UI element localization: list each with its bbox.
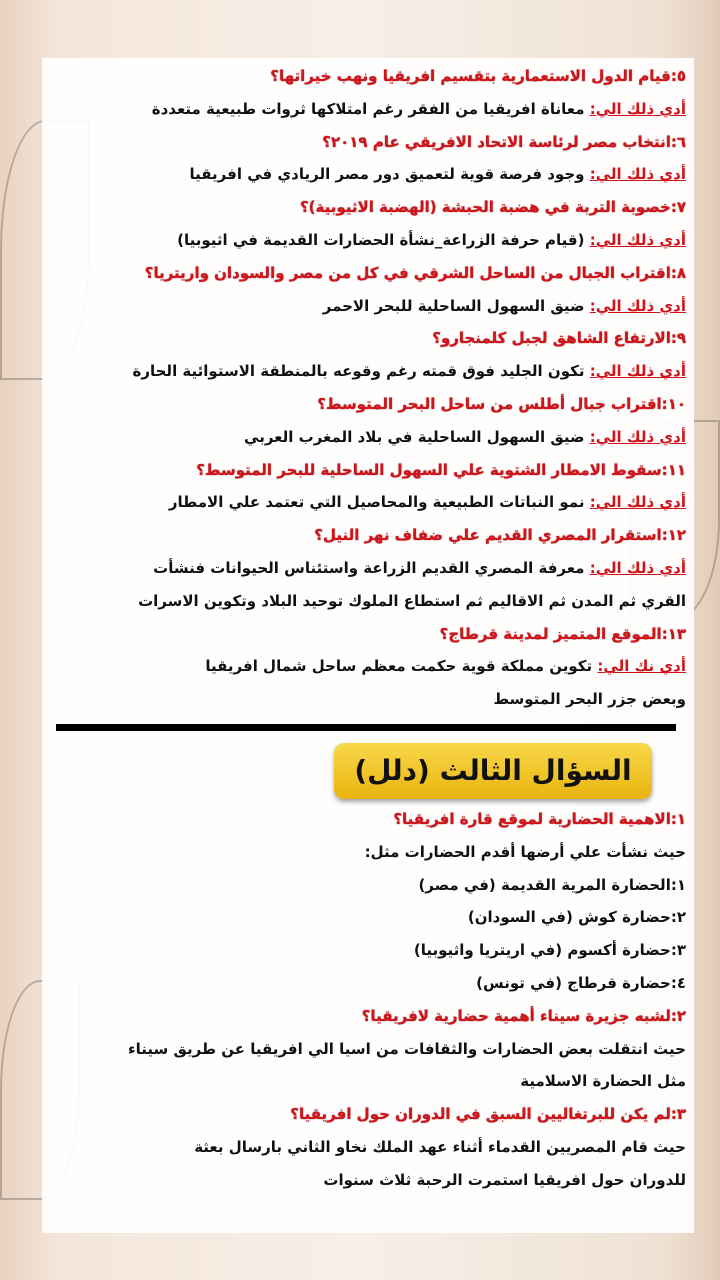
answer-line (48, 650, 686, 683)
answer-text: تكوين مملكة قوية حكمت معظم ساحل شمال افريقيا (205, 657, 593, 676)
answer-line: مثل الحضارة الاسلامية (520, 1072, 686, 1091)
answer-line (48, 355, 686, 388)
question-line: ١١:سقوط الامطار الشتوية علي السهول الساحلية للبحر المتوسط؟ (196, 460, 686, 479)
question-line: ١٣:الموقع المتميز لمدينة قرطاج؟ (439, 624, 686, 643)
answer-text: تكون الجليد فوق قمته رغم وقوعه بالمنطقة الاستوائية الحارة (132, 362, 585, 381)
answer-text: (قيام حرفة الزراعة_نشأة الحضارات القديمة في اثيوبيا) (177, 230, 585, 249)
answer-label: أدي ذلك الي: (589, 427, 686, 446)
answer-line: حيث قام المصريين القدماء أثناء عهد الملك نخاو الثاني بارسال بعثة (194, 1137, 686, 1156)
answer-label: أدي ذلك الي: (589, 362, 686, 381)
answer-label: أدي ذلك الي: (589, 99, 686, 118)
answer-line (48, 683, 686, 716)
answer-label: أدي ذلك الي: (589, 230, 686, 249)
question-line: ٣:لم يكن للبرتغاليين السبق في الدوران حول افريقيا؟ (290, 1105, 686, 1124)
answer-label: أدي ذلك الي: (589, 296, 686, 315)
question-line: ١:الاهمية الحضارية لموقع قارة افريقيا؟ (393, 809, 686, 828)
answer-text: ضيق السهول الساحلية في بلاد المغرب العربي (244, 427, 585, 446)
question-line: ١٢:استقرار المصري القديم علي ضفاف نهر النيل؟ (314, 526, 686, 545)
answer-text: معاناة افريقيا من الفقر رغم امتلاكها ثروات طبيعية متعددة (151, 99, 585, 118)
title-wrap (48, 731, 686, 803)
question-line: ٢:لشبه جزيرة سيناء أهمية حضارية لافريقيا؟ (361, 1006, 686, 1025)
answer-line (48, 585, 686, 618)
answer-line (48, 486, 686, 519)
answer-line: للدوران حول افريقيا استمرت الرحبة ثلاث سنوات (323, 1170, 686, 1189)
answer-label: أدي نك الي: (597, 657, 686, 676)
question-line: ٦:انتخاب مصر لرئاسة الاتحاد الافريقي عام ٢٠١٩؟ (322, 132, 686, 151)
answer-line: ٢:حضارة كوش (في السودان) (467, 908, 686, 927)
answer-line: حيث انتقلت بعض الحضارات والثقافات من اسيا الي افريقيا عن طريق سيناء (127, 1039, 686, 1058)
question-line: ٧:خصوبة التربة في هضبة الحبشة (الهضبة الاثيوبية)؟ (299, 198, 686, 217)
answer-label: أدي ذلك الي: (589, 558, 686, 577)
question-line: ٥:قيام الدول الاستعمارية بتقسيم افريقيا ونهب خيراتها؟ (270, 67, 686, 85)
answer-line (48, 421, 686, 454)
answer-text: نمو النباتات الطبيعية والمحاصيل التي تعتمد علي الامطار (168, 493, 585, 512)
answer-line (48, 158, 686, 191)
divider-bar (56, 724, 676, 731)
answer-text: ضيق السهول الساحلية للبحر الاحمر (322, 296, 585, 315)
answer-label: أدي ذلك الي: (589, 493, 686, 512)
question-line: ٩:الارتفاع الشاهق لجبل كلمنجارو؟ (432, 329, 686, 348)
answer-line: حيث نشأت علي أرضها أقدم الحضارات مثل: (364, 842, 686, 861)
answer-line (48, 224, 686, 257)
answer-line (48, 93, 686, 126)
answer-line: ١:الحضارة المرية القديمة (في مصر) (418, 875, 686, 894)
answer-text: وجود فرصة قوية لتعميق دور مصر الريادي في افريقيا (189, 165, 585, 184)
question-line: ١٠:اقتراب جبال أطلس من ساحل البحر المتوسط؟ (317, 394, 686, 413)
section-title-banner: السؤال الثالث (دلل) (334, 743, 652, 799)
section-results (48, 60, 686, 716)
answer-line (48, 552, 686, 585)
answer-line: ٣:حضارة أكسوم (في اريتريا واثيوبيا) (413, 941, 686, 960)
document-content (48, 60, 686, 1197)
answer-line: ٤:حضارة قرطاج (في تونس) (476, 973, 686, 992)
answer-text: معرفة المصري القديم الزراعة واستئناس الحيوانات فنشأت (153, 558, 585, 577)
answer-text: وبعض جزر البحر المتوسط (493, 690, 686, 709)
answer-line (48, 290, 686, 323)
answer-text: القري ثم المدن ثم الاقاليم ثم استطاع الملوك توحيد البلاد وتكوين الاسرات (138, 591, 686, 610)
answer-label: أدي ذلك الي: (589, 165, 686, 184)
section-prove (48, 803, 686, 1197)
question-line: ٨:اقتراب الجبال من الساحل الشرقي في كل من مصر والسودان واريتريا؟ (144, 263, 686, 282)
